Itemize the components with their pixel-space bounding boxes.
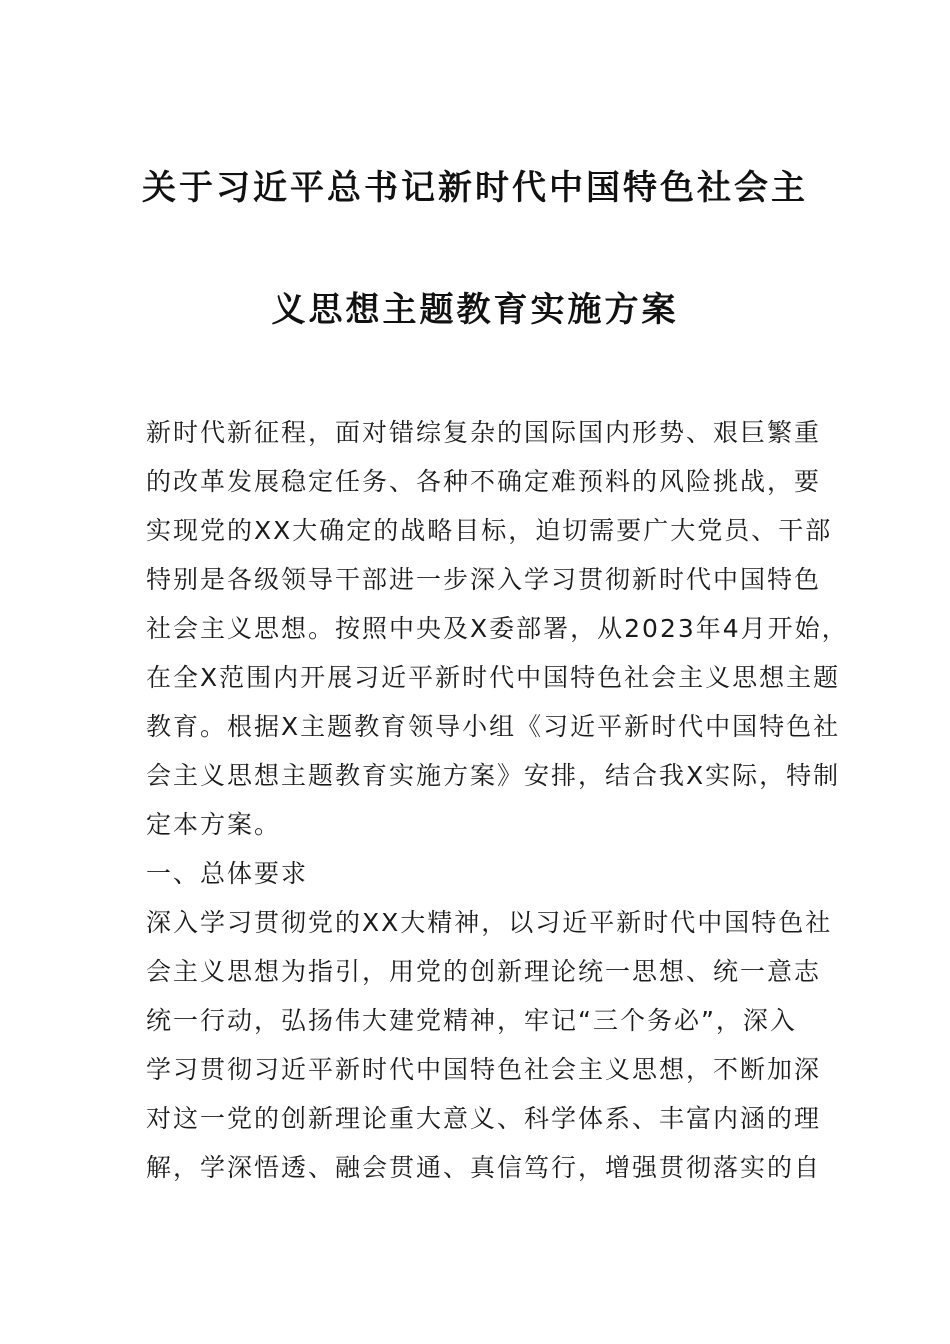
document-body [146, 408, 849, 1192]
document-title-line-2: 义思想主题教育实施方案 [271, 290, 679, 330]
body-line: 定本方案。 [146, 810, 282, 839]
body-line: 社会主义思想。按照中央及X委部署，从2023年4月开始， [146, 614, 849, 643]
body-line: 实现党的XX大确定的战略目标，迫切需要广大党员、干部 [146, 516, 833, 545]
body-line: 教育。根据X主题教育领导小组《习近平新时代中国特色社 [146, 712, 841, 741]
body-line: 新时代新征程，面对错综复杂的国际国内形势、艰巨繁重 [146, 418, 822, 447]
body-line: 特别是各级领导干部进一步深入学习贯彻新时代中国特色 [146, 565, 822, 594]
body-line: 的改革发展稳定任务、各种不确定难预料的风险挑战，要 [146, 467, 822, 496]
body-line: 会主义思想主题教育实施方案》安排，结合我X实际，特制 [146, 761, 841, 790]
body-line: 学习贯彻习近平新时代中国特色社会主义思想，不断加深 [146, 1055, 822, 1084]
body-line: 对这一党的创新理论重大意义、科学体系、丰富内涵的理 [146, 1104, 822, 1133]
body-line: 深入学习贯彻党的XX大精神，以习近平新时代中国特色社 [146, 908, 833, 937]
body-line: 统一行动，弘扬伟大建党精神，牢记“三个务必”，深入 [146, 1006, 797, 1035]
section-heading: 一、总体要求 [146, 859, 309, 888]
body-line: 解，学深悟透、融会贯通、真信笃行，增强贯彻落实的自 [146, 1153, 822, 1182]
body-line: 在全X范围内开展习近平新时代中国特色社会主义思想主题 [146, 663, 841, 692]
body-line: 会主义思想为指引，用党的创新理论统一思想、统一意志 [146, 957, 822, 986]
document-title-line-1: 关于习近平总书记新时代中国特色社会主 [142, 168, 808, 208]
